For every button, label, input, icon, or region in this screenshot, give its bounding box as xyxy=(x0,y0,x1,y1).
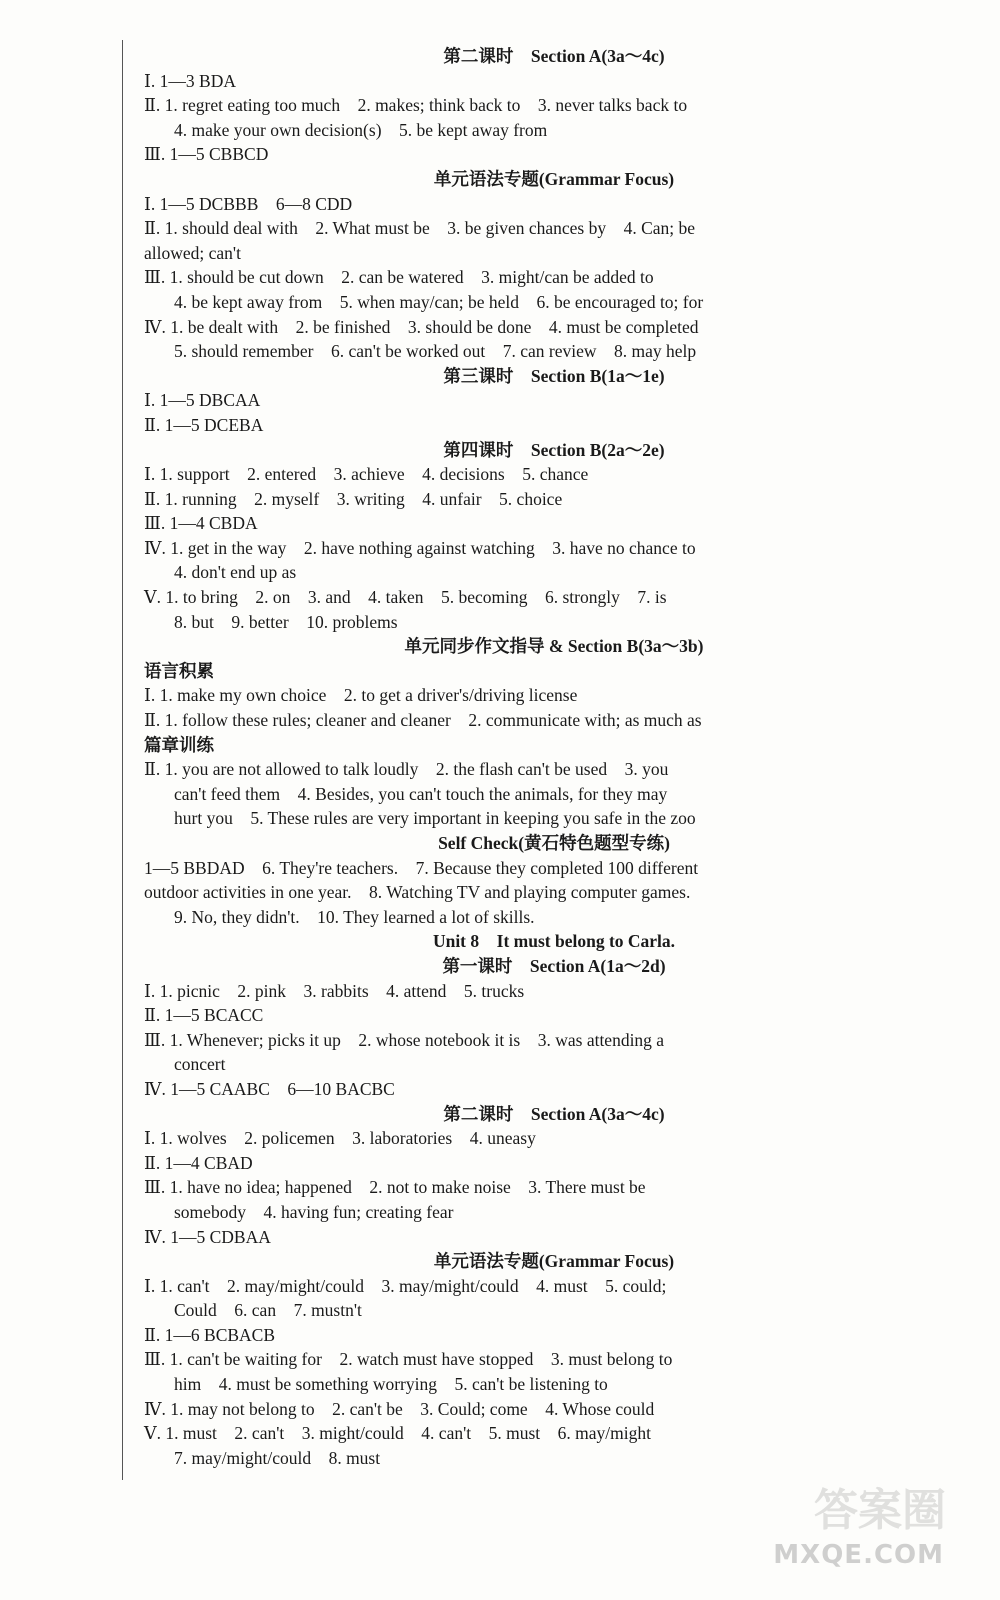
answer-line: Ⅱ. 1. regret eating too much 2. makes; think back to 3. never talks back to xyxy=(144,95,688,116)
answer-line: Ⅰ. 1—5 DBCAA xyxy=(144,390,261,411)
answer-line: Ⅳ. 1. get in the way 2. have nothing against watching 3. have no chance to xyxy=(144,537,696,558)
answer-line: 5. should remember 6. can't be worked out 7. can review 8. may help xyxy=(174,341,697,362)
answer-line: Ⅱ. 1. follow these rules; cleaner and cleaner 2. communicate with; as much as xyxy=(144,710,702,731)
section-heading: 第二课时 Section A(3a～4c) xyxy=(443,46,665,66)
section-heading: 第四课时 Section B(2a～2e) xyxy=(443,439,665,460)
answer-line: 4. make your own decision(s) 5. be kept away from xyxy=(174,119,548,140)
answer-line: concert xyxy=(174,1054,226,1075)
answer-line: Ⅲ. 1. can't be waiting for 2. watch must have stopped 3. must belong to xyxy=(144,1349,673,1370)
answer-line: 8. but 9. better 10. problems xyxy=(174,611,398,632)
answer-line: Ⅱ. 1. you are not allowed to talk loudly 2. the flash can't be used 3. you xyxy=(144,759,669,780)
answer-line: somebody 4. having fun; creating fear xyxy=(174,1201,454,1222)
answer-line: Ⅰ. 1—3 BDA xyxy=(144,70,236,91)
section-heading: 第三课时 Section B(1a～1e) xyxy=(443,365,665,386)
answer-line: Ⅱ. 1—6 BCBACB xyxy=(144,1324,276,1345)
answer-line: Ⅰ. 1. support 2. entered 3. achieve 4. decisions 5. chance xyxy=(144,464,589,485)
section-heading: 单元同步作文指导 & Section B(3a～3b) xyxy=(404,636,704,657)
left-margin-rule xyxy=(122,40,123,1480)
answer-key-content xyxy=(144,44,964,1470)
answer-line: Ⅰ. 1. picnic 2. pink 3. rabbits 4. attend 5. trucks xyxy=(144,980,525,1001)
answer-line: Ⅲ. 1—4 CBDA xyxy=(144,513,258,534)
answer-line: Ⅲ. 1. should be cut down 2. can be watered 3. might/can be added to xyxy=(144,267,654,288)
answer-line: 9. No, they didn't. 10. They learned a lot of skills. xyxy=(174,906,535,927)
section-heading: 单元语法专题(Grammar Focus) xyxy=(433,168,675,189)
watermark xyxy=(773,1485,974,1576)
answer-line: 7. may/might/could 8. must xyxy=(174,1447,381,1468)
answer-line: Ⅳ. 1—5 CDBAA xyxy=(144,1226,271,1247)
section-heading: 第二课时 Section A(3a～4c) xyxy=(443,1103,665,1124)
answer-line: Ⅳ. 1—5 CAABC 6—10 BACBC xyxy=(144,1078,395,1099)
answer-line: Ⅱ. 1—4 CBAD xyxy=(144,1152,253,1173)
section-heading: Self Check(黄石特色题型专练) xyxy=(438,833,670,853)
subsection-label: 语言积累 xyxy=(144,660,214,681)
answer-line: 4. be kept away from 5. when may/can; be held 6. be encouraged to; for xyxy=(174,291,704,312)
answer-line: him 4. must be something worrying 5. can't be listening to xyxy=(174,1374,608,1395)
answer-line: Ⅱ. 1—5 BCACC xyxy=(144,1005,264,1026)
section-heading: 单元语法专题(Grammar Focus) xyxy=(433,1251,675,1272)
answer-line: can't feed them 4. Besides, you can't touch the animals, for they may xyxy=(174,783,668,804)
answer-line: Ⅱ. 1. running 2. myself 3. writing 4. unfair 5. choice xyxy=(144,488,563,509)
answer-line: hurt you 5. These rules are very important in keeping you safe in the zoo xyxy=(174,808,696,829)
watermark-logo-text: 答案圈 xyxy=(814,1485,946,1536)
answer-line: 4. don't end up as xyxy=(174,562,297,583)
answer-line: Ⅳ. 1. be dealt with 2. be finished 3. should be done 4. must be completed xyxy=(144,316,699,337)
answer-line: Ⅱ. 1—5 DCEBA xyxy=(144,414,264,435)
answer-line: Ⅰ. 1. make my own choice 2. to get a driver's/driving license xyxy=(144,685,578,706)
answer-line: Ⅴ. 1. to bring 2. on 3. and 4. taken 5. becoming 6. strongly 7. is xyxy=(144,587,667,608)
answer-line: outdoor activities in one year. 8. Watching TV and playing computer games. xyxy=(144,882,691,903)
section-heading: Unit 8 It must belong to Carla. xyxy=(432,931,676,952)
answer-line: Ⅲ. 1. Whenever; picks it up 2. whose notebook it is 3. was attending a xyxy=(144,1029,665,1050)
answer-line: Ⅱ. 1. should deal with 2. What must be 3. be given chances by 4. Can; be xyxy=(144,218,696,239)
answer-line: 1—5 BBDAD 6. They're teachers. 7. Because they completed 100 different xyxy=(144,857,699,878)
answer-line: Ⅲ. 1. have no idea; happened 2. not to make noise 3. There must be xyxy=(144,1177,646,1198)
section-heading: 第一课时 Section A(1a～2d) xyxy=(442,955,666,976)
subsection-label: 篇章训练 xyxy=(144,734,214,755)
answer-line: Ⅰ. 1. can't 2. may/might/could 3. may/might/could 4. must 5. could; xyxy=(144,1275,667,1296)
answer-line: allowed; can't xyxy=(144,242,241,263)
answer-line: Ⅴ. 1. must 2. can't 3. might/could 4. can't 5. must 6. may/might xyxy=(144,1423,651,1444)
watermark-site-text: MXQE.COM xyxy=(773,1540,944,1570)
answer-line: Ⅲ. 1—5 CBBCD xyxy=(144,144,269,165)
answer-line: Could 6. can 7. mustn't xyxy=(174,1300,362,1321)
answer-line: Ⅰ. 1. wolves 2. policemen 3. laboratories 4. uneasy xyxy=(144,1128,536,1149)
answer-line: Ⅳ. 1. may not belong to 2. can't be 3. Could; come 4. Whose could xyxy=(144,1398,655,1419)
answer-line: Ⅰ. 1—5 DCBBB 6—8 CDD xyxy=(144,193,353,214)
